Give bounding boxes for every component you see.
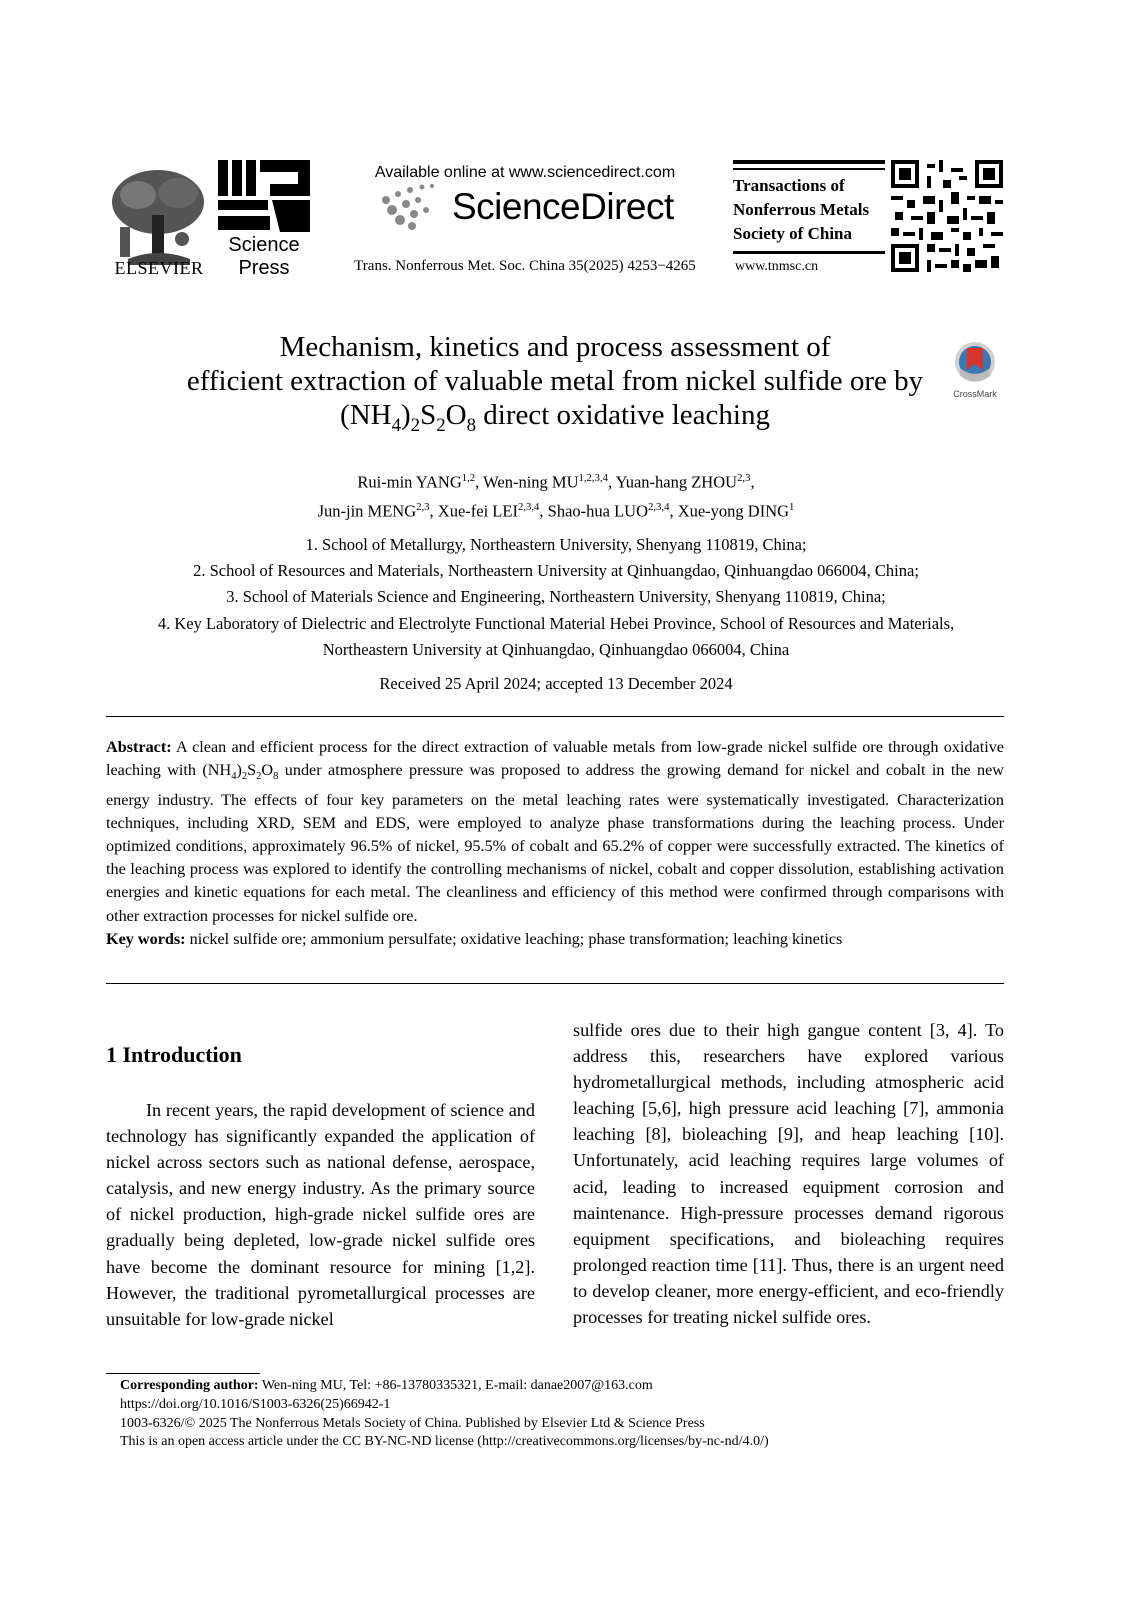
right-column [573, 1017, 1004, 1330]
author-affiliation-marker: 2,3,4 [517, 500, 540, 513]
keywords-label: Key words: [106, 929, 186, 948]
journal-title-line-1: Transactions of [733, 176, 845, 195]
journal-title-line-3: Society of China [733, 224, 852, 243]
copyright-line: 1003-6326/© 2025 The Nonferrous Metals Society of China. Published by Elsevier Ltd & Science Press [120, 1415, 705, 1431]
chem-formula: $(NH_4)_2S_2O_8$ [202, 761, 279, 783]
sciencedirect-dots-icon [378, 182, 440, 232]
keywords: Key words: nickel sulfide ore; ammonium persulfate; oxidative leaching; phase transformation; leaching kinetics [106, 929, 843, 948]
abstract-top-rule [106, 716, 1004, 717]
author-line-2: Jun-jin MENG$^{2,3}$, Xue-fei LEI$^{2,3,4}$, Shao-hua LUO$^{2,3,4}$, Xue-yong DING$^1$ [317, 500, 795, 520]
author-name: Rui-min YANG [357, 472, 462, 492]
elsevier-wordmark: ELSEVIER [114, 258, 204, 278]
author-name: Jun-jin MENG [317, 501, 417, 520]
sciencedirect-wordmark: ScienceDirect [452, 186, 674, 227]
author-affiliation-marker: 1,2,3,4 [578, 472, 608, 484]
chem-formula: $(NH_4)_2S_2O_8$ [340, 399, 477, 436]
author-affiliation-marker: 1 [789, 500, 795, 513]
qr-code-icon [891, 160, 1003, 272]
journal-url[interactable]: www.tnmsc.cn [735, 259, 819, 274]
abstract-paragraph: Abstract: A clean and efficient process for the direct extraction of valuable metals from low-grade nickel sulfide ore through oxidative leaching with $(NH_4)_2S_2O_8$ under atmosphere pressure was proposed to address the growing demand for nickel and cobalt in the new energy industry. The effects of four key parameters on the metal leaching rates were systematically investigated. Characterization techniques, including XRD, SEM and EDS, were employed to analyze phase transformations during the leaching process. Under optimized conditions, approximately 96.5% of nickel, 95.5% of cobalt and 65.2% of copper were successfully extracted. The kinetics of the leaching process was explored to identify the controlling mechanisms of nickel, cobalt and copper dissolution, establishing activation energies and kinetic equations for each metal. The cleanliness and efficiency of this method were confirmed through comparisons with other extraction processes for nickel sulfide ore. [106, 738, 1004, 925]
sp-line-1: Science [228, 234, 300, 256]
journal-title-block [733, 174, 885, 246]
journal-title-line-2: Nonferrous Metals [733, 200, 870, 219]
science-press-logo [218, 160, 310, 232]
crossmark-label: CrossMark [953, 389, 997, 399]
footnotes [120, 1377, 1004, 1452]
author-list [106, 466, 1006, 523]
received-dates: Received 25 April 2024; accepted 13 December 2024 [379, 674, 733, 693]
journal-box-top-rule-thin [733, 168, 885, 170]
author-name: Xue-fei LEI [437, 501, 518, 520]
author-name: Wen-ning MU [483, 472, 579, 492]
crossmark-badge[interactable] [948, 340, 1002, 398]
intro-paragraph-right: sulfide ores due to their high gangue content [3, 4]. To address this, researchers have explored various hydrometallurgical methods, including atmospheric acid leaching [5,6], high pressure acid leaching [7], ammonia leaching [8], bioleaching [9], and heap leaching [10]. Unfortunately, acid leaching requires large volumes of acid, leading to increased equipment corrosion and maintenance. High-pressure processes demand rigorous equipment specifications, and bioleaching requires prolonged reaction time [11]. Thus, there is an urgent need to develop cleaner, more energy-efficient, and eco-friendly processes for treating nickel sulfide ores. [573, 1020, 1004, 1328]
footnote-rule [106, 1373, 260, 1374]
license-line: This is an open access article under the CC BY-NC-ND license (http://creativecommons.org/licenses/by-nc-nd/4.0/) [120, 1434, 769, 1450]
science-press-wordmark [218, 234, 310, 280]
crossmark-icon [952, 340, 998, 384]
abstract-label: Abstract: [106, 738, 172, 756]
affiliation-4-cont: Northeastern University at Qinhuangdao, Qinhuangdao 066004, China [322, 639, 790, 659]
intro-paragraph-left: In recent years, the rapid development of science and technology has significantly expanded the application of nickel across sectors such as national defense, aerospace, catalysis, and new energy industry. As the primary source of nickel production, high-grade nickel sulfide ores are gradually being depleted, low-grade nickel sulfide ores have become the dominant resource for mining [1,2]. However, the traditional pyrometallurgical processes are unsuitable for low-grade nickel [106, 1100, 535, 1329]
author-affiliation-marker: 2,3,4 [648, 500, 670, 513]
author-affiliation-marker: 2,3 [737, 472, 751, 484]
affiliation-2: 2. School of Resources and Materials, Northeastern University at Qinhuangdao, Qinhuangdao 066004, China; [193, 561, 919, 581]
section-heading: 1 Introduction [106, 1042, 242, 1067]
author-affiliation-marker: 1,2 [461, 472, 476, 484]
affiliation-list [100, 532, 1012, 663]
affiliation-1: 1. School of Metallurgy, Northeastern University, Shenyang 110819, China; [305, 535, 807, 554]
journal-citation: Trans. Nonferrous Met. Soc. China 35(2025) 4253−4265 [354, 258, 696, 274]
author-line-1: Rui-min YANG$^{1,2}$, Wen-ning MU$^{1,2,3,4}$, Yuan-hang ZHOU$^{2,3}$, [357, 472, 755, 492]
affiliation-3: 3. School of Materials Science and Engineering, Northeastern University, Shenyang 110819, China; [226, 587, 886, 607]
author-affiliation-marker: 2,3 [416, 500, 430, 513]
author-name: Xue-yong DING [677, 501, 790, 520]
title-line-3: $(NH_4)_2S_2O_8$ direct oxidative leaching [340, 399, 770, 436]
doi-link[interactable]: https://doi.org/10.1016/S1003-6326(25)66942-1 [120, 1396, 391, 1412]
affiliation-4: 4. Key Laboratory of Dielectric and Electrolyte Functional Material Hebei Province, School of Resources and Materials, [157, 613, 955, 633]
abstract-block [106, 736, 1004, 951]
abstract-bottom-rule [106, 983, 1004, 984]
title-line-1: Mechanism, kinetics and process assessment of [279, 331, 831, 363]
author-name: Yuan-hang ZHOU [615, 472, 738, 492]
article-title [150, 330, 960, 443]
left-column [106, 1040, 535, 1332]
available-online-text: Available online at www.sciencedirect.com [374, 164, 676, 181]
corresponding-author: Corresponding author: Wen-ning MU, Tel: +86-13780335321, E-mail: danae2007@163.com [120, 1378, 653, 1393]
author-name: Shao-hua LUO [547, 501, 648, 520]
sp-line-2: Press [238, 257, 290, 279]
journal-box-bottom-rule [733, 251, 885, 254]
journal-box-top-rule [733, 160, 885, 164]
title-line-2: efficient extraction of valuable metal from nickel sulfide ore by [186, 365, 924, 397]
